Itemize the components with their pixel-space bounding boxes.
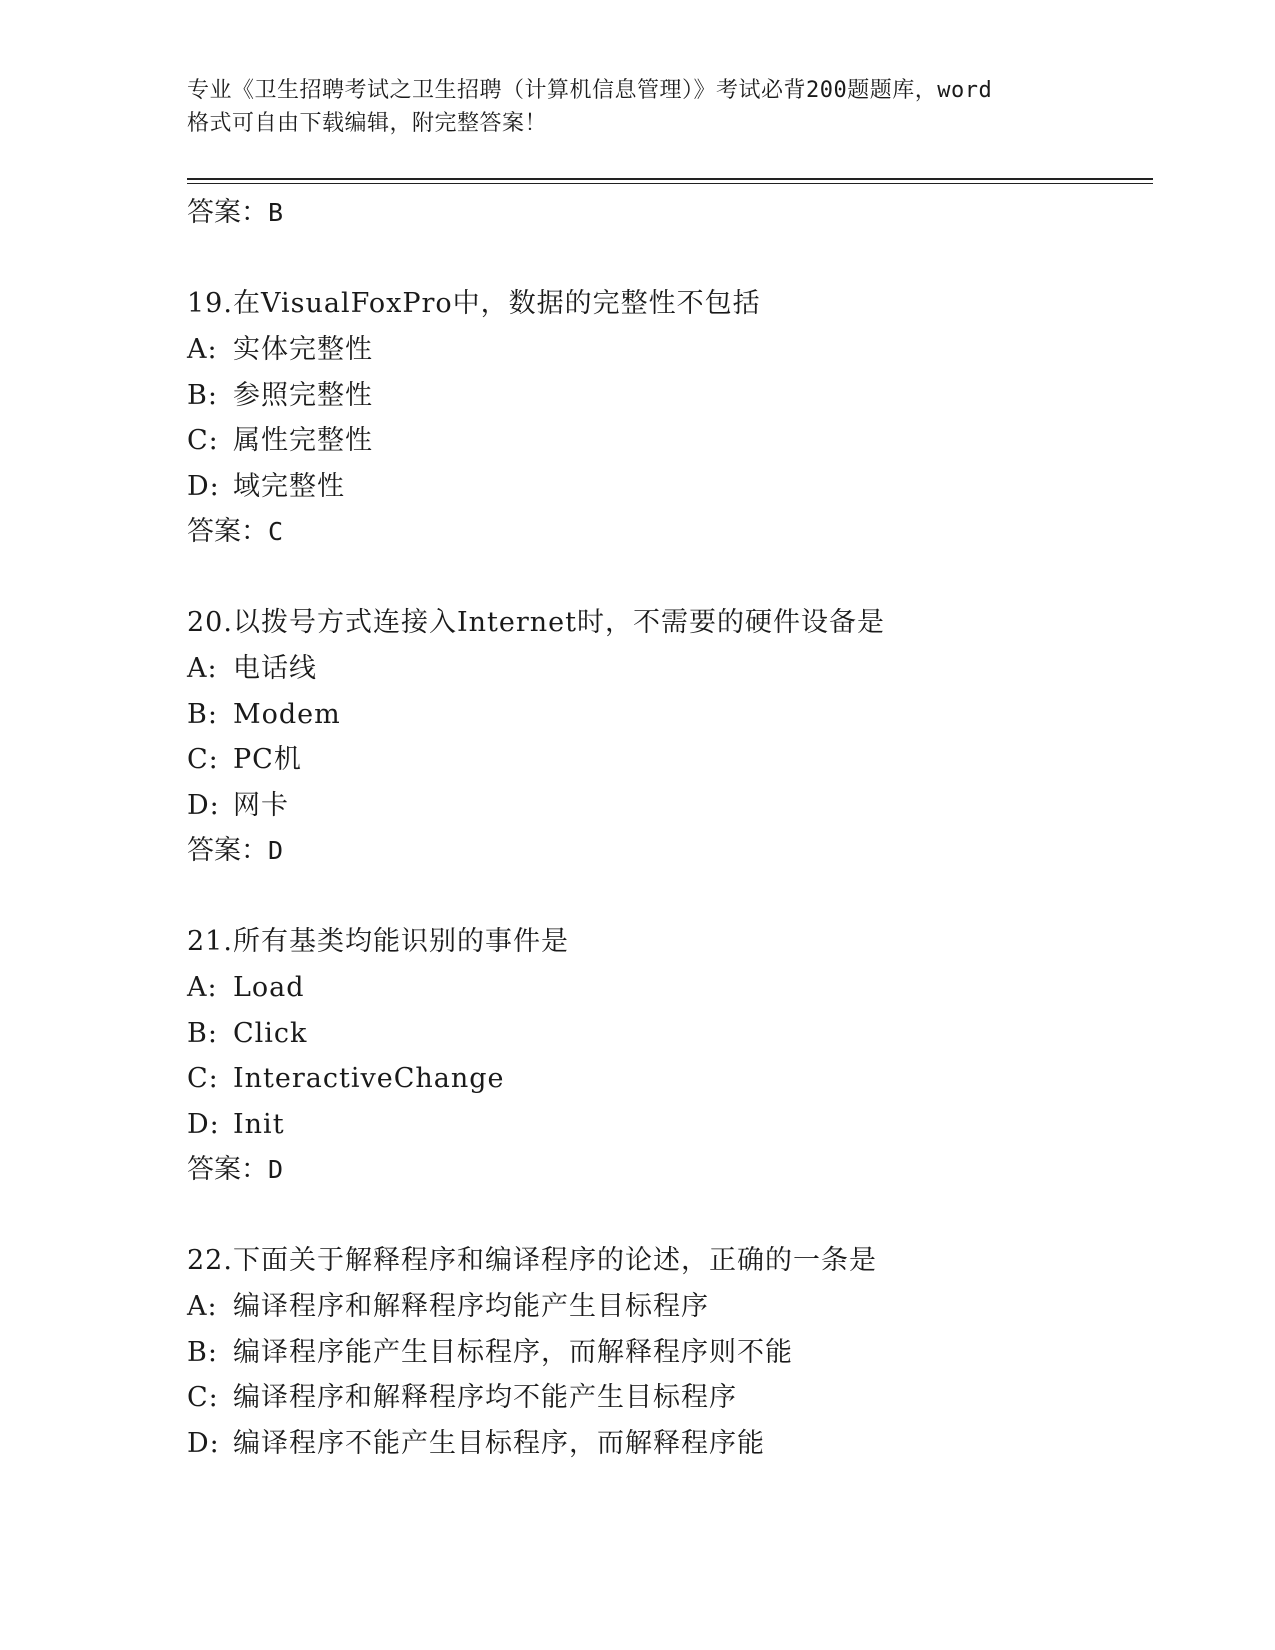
option-d (187, 464, 1147, 510)
spacer (187, 555, 1147, 600)
option-text: 编译程序不能产生目标程序，而解释程序能 (233, 1427, 765, 1459)
answer-line (187, 509, 1147, 555)
option-text: Modem (233, 698, 341, 730)
answer-label: 答案： (187, 835, 268, 866)
option-d (187, 1102, 1147, 1148)
question-title: 19.在VisualFoxPro中，数据的完整性不包括 (187, 288, 761, 319)
option-key: C: (187, 744, 219, 775)
header-line-2: 格式可自由下载编辑，附完整答案！ (187, 111, 548, 136)
answer-value: D (268, 1155, 284, 1184)
option-text: 编译程序和解释程序均不能产生目标程序 (233, 1382, 737, 1413)
question-title: 22.下面关于解释程序和编译程序的论述，正确的一条是 (187, 1245, 877, 1276)
answer-line (187, 1147, 1147, 1193)
option-a (187, 327, 1147, 373)
option-key: A: (187, 1291, 218, 1322)
answer-value: B (268, 198, 284, 227)
option-text: 域完整性 (233, 470, 345, 502)
spacer (187, 1193, 1147, 1238)
option-text: Init (233, 1108, 285, 1140)
option-key: B: (187, 1017, 218, 1049)
option-a (187, 1284, 1147, 1330)
header-divider-thin (187, 183, 1153, 184)
answer-line (187, 828, 1147, 874)
option-c (187, 1375, 1147, 1421)
option-key: D: (187, 1427, 220, 1459)
option-text: 参照完整性 (233, 379, 373, 411)
option-text: 网卡 (233, 789, 289, 821)
option-b (187, 692, 1147, 738)
header-divider-thick (187, 178, 1153, 180)
option-d (187, 1421, 1147, 1467)
option-b (187, 373, 1147, 419)
spacer (187, 874, 1147, 919)
option-text: 实体完整性 (233, 334, 373, 365)
answer-label: 答案： (187, 197, 268, 228)
option-a (187, 965, 1147, 1011)
option-key: C: (187, 1063, 219, 1094)
option-c (187, 418, 1147, 464)
document-header (187, 74, 1087, 140)
option-key: D: (187, 789, 220, 821)
answer-label: 答案： (187, 1154, 268, 1185)
option-text: Load (233, 972, 305, 1003)
option-key: B: (187, 1336, 218, 1368)
option-key: D: (187, 470, 220, 502)
option-key: A: (187, 334, 218, 365)
answer-value: D (268, 836, 284, 865)
option-a (187, 646, 1147, 692)
option-c (187, 1056, 1147, 1102)
header-line-1: 专业《卫生招聘考试之卫生招聘（计算机信息管理）》考试必背200题题库，word (187, 78, 993, 103)
question-list (187, 190, 1147, 1466)
option-text: 编译程序和解释程序均能产生目标程序 (233, 1291, 709, 1322)
question-title: 21.所有基类均能识别的事件是 (187, 926, 569, 957)
option-key: C: (187, 1382, 219, 1413)
option-key: C: (187, 425, 219, 456)
option-text: InteractiveChange (233, 1063, 505, 1094)
spacer (187, 236, 1147, 281)
option-key: B: (187, 698, 218, 730)
option-c (187, 737, 1147, 783)
option-key: A: (187, 972, 218, 1003)
answer-value: C (268, 517, 284, 546)
option-key: B: (187, 379, 218, 411)
option-key: D: (187, 1108, 220, 1140)
answer-line (187, 190, 1147, 236)
option-text: 属性完整性 (233, 425, 373, 456)
option-d (187, 783, 1147, 829)
question-title: 20.以拨号方式连接入Internet时，不需要的硬件设备是 (187, 607, 885, 638)
option-b (187, 1330, 1147, 1376)
option-b (187, 1011, 1147, 1057)
option-text: 电话线 (233, 653, 317, 684)
option-key: A: (187, 653, 218, 684)
option-text: PC机 (233, 744, 302, 775)
answer-label: 答案： (187, 516, 268, 547)
option-text: 编译程序能产生目标程序，而解释程序则不能 (233, 1336, 793, 1368)
option-text: Click (233, 1017, 308, 1049)
